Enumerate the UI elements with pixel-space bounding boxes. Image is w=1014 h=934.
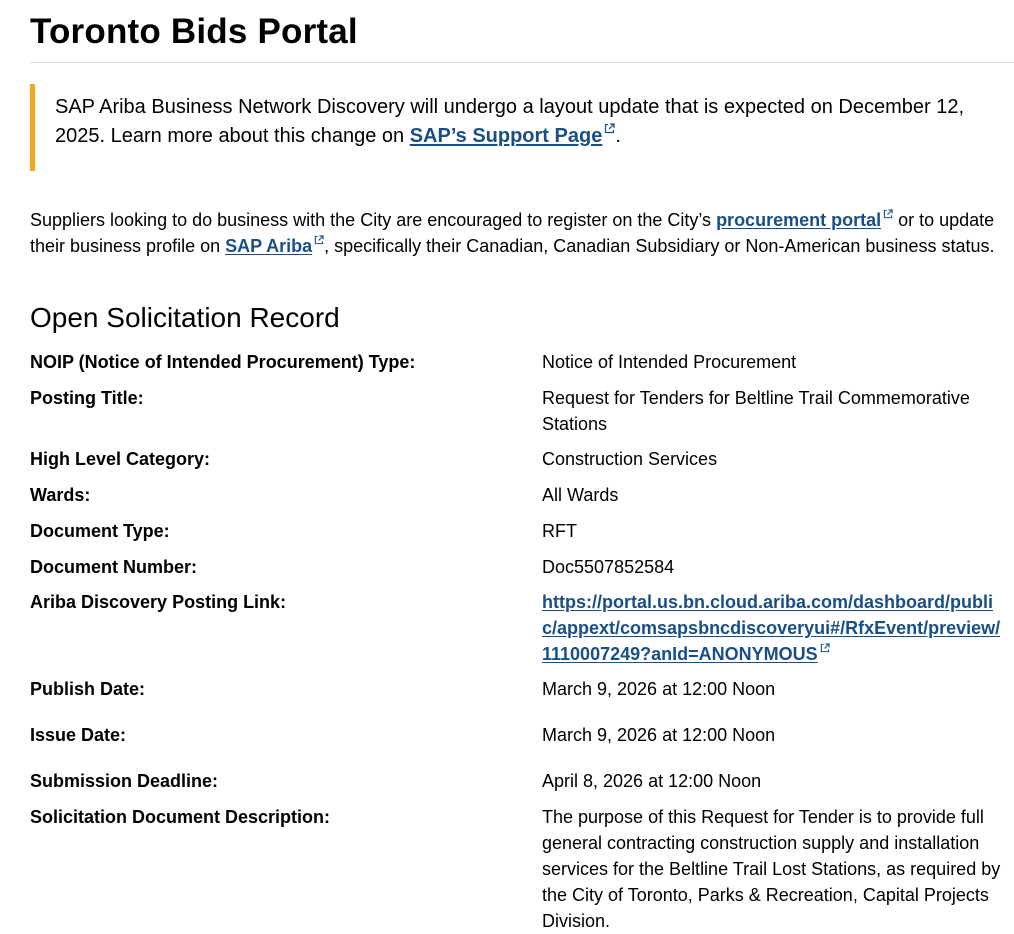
description-value: The purpose of this Request for Tender is to provide full general contracting construction supply and installation services for the Beltline Trail Lost Stations, as required by the City of Toronto, Parks & Recreation, Capital Projects Division. (542, 807, 1001, 931)
ariba-link-value (542, 589, 1004, 667)
intro-text-2: or to update their business profile on (30, 210, 995, 256)
sap-ariba-link[interactable] (225, 236, 324, 256)
ariba-posting-link[interactable] (542, 592, 1000, 664)
submission-deadline-label: Submission Deadline: (30, 771, 219, 791)
notice-text (55, 93, 1014, 151)
notice-banner (30, 84, 1014, 171)
posting-title-value: Request for Tenders for Beltline Trail Commemorative Stations (542, 388, 970, 434)
wards-value: All Wards (542, 485, 619, 505)
sap-support-page-link[interactable] (410, 125, 616, 147)
noip-type-value: Notice of Intended Procurement (542, 352, 797, 372)
intro-text-1: Suppliers looking to do business with the City are encouraged to register on the City’s (30, 210, 717, 230)
issue-date-value: March 9, 2026 at 12:00 Noon (542, 725, 776, 745)
publish-date-label: Publish Date: (30, 679, 146, 699)
intro-text-3: , specifically their Canadian, Canadian Subsidiary or Non-American business status. (324, 236, 995, 256)
external-link-icon (883, 209, 893, 219)
title-divider (30, 62, 1014, 63)
notice-text-before: SAP Ariba Business Network Discovery will undergo a layout update that is expected on December 12, 2025. Learn more about this change on (55, 96, 965, 147)
document-number-label: Document Number: (30, 557, 198, 577)
category-label: High Level Category: (30, 449, 211, 469)
procurement-portal-link-label: procurement portal (716, 210, 882, 230)
description-label: Solicitation Document Description: (30, 807, 331, 827)
posting-title-label: Posting Title: (30, 388, 144, 408)
external-link-icon (314, 235, 324, 245)
document-type-label: Document Type: (30, 521, 170, 541)
intro-paragraph (30, 207, 1014, 259)
external-link-icon (604, 123, 615, 134)
issue-date-label: Issue Date: (30, 725, 127, 745)
section-heading: Open Solicitation Record (30, 302, 340, 333)
ariba-link-label: Ariba Discovery Posting Link: (30, 592, 287, 612)
publish-date-value: March 9, 2026 at 12:00 Noon (542, 679, 776, 699)
submission-deadline-value: April 8, 2026 at 12:00 Noon (542, 771, 762, 791)
document-type-value: RFT (542, 521, 577, 541)
noip-type-label: NOIP (Notice of Intended Procurement) Type: (30, 352, 416, 372)
procurement-portal-link[interactable] (716, 210, 893, 230)
document-number-value: Doc5507852584 (542, 557, 675, 577)
wards-label: Wards: (30, 485, 91, 505)
ariba-posting-link-label: https://portal.us.bn.cloud.ariba.com/dashboard/public/appext/comsapsbncdiscoveryui#/RfxEvent/preview/1110007249?anId=ANONYMOUS (542, 592, 1001, 664)
external-link-icon (820, 643, 830, 653)
sap-ariba-link-label: SAP Ariba (225, 236, 313, 256)
sap-support-page-link-label: SAP’s Support Page (409, 125, 603, 147)
page-title: Toronto Bids Portal (30, 12, 358, 51)
category-value: Construction Services (542, 449, 718, 469)
notice-text-after: . (615, 125, 621, 147)
